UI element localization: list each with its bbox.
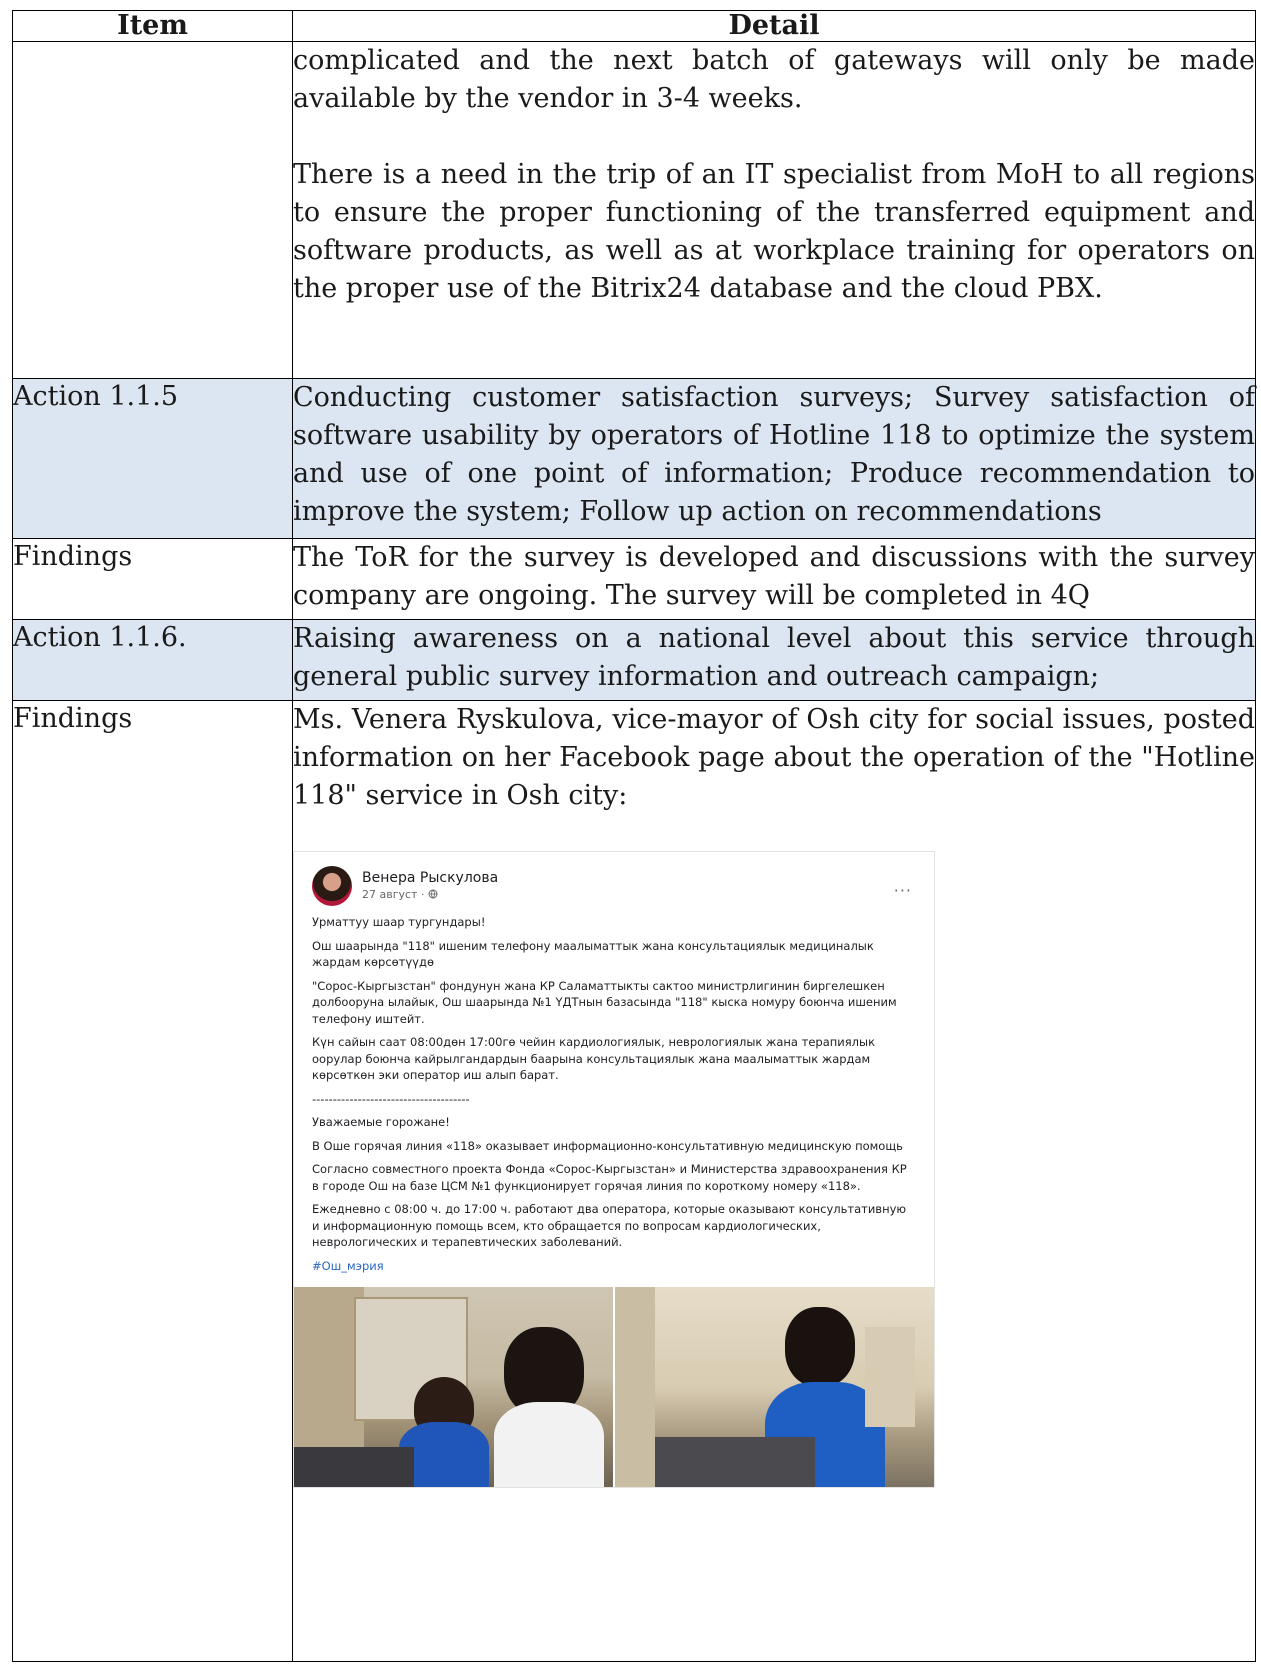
post-paragraph: Ош шаарында "118" ишеним телефону маалыматтык жана консультациялык медициналык жардам көрсөтүүдө [312,938,874,969]
globe-icon [428,889,438,899]
post-date-text: 27 август · [362,888,428,901]
post-header [294,852,934,910]
post-photo-operator [615,1287,934,1487]
header-detail: Detail [293,11,1256,42]
post-paragraph: "Сорос-Кыргызстан" фондунун жана КР Саламаттыкты сактоо министрлигинин биргелешкен долбооруна ылайык, Ош шаарында №1 ҮДТнын базасында "118" кыска номуру боюнча ишеним телефону иштейт. [312,978,897,1026]
row-item-cell: Findings [13,539,293,620]
table-header-row [13,11,1256,42]
post-photos [294,1287,934,1487]
post-paragraph: В Оше горячая линия «118» оказывает информационно-консультативную медицинскую помощь [312,1138,903,1153]
post-paragraph: Күн сайын саат 08:00дөн 17:00гө чейин кардиологиялык, неврологиялык жана терапиялык оорулар боюнча кайрылгандардын баарына консультациялык жана маалыматтык жардам көрсөткөн эки оператор иш алып барат. [312,1035,876,1082]
post-author: Венера Рыскулова [362,870,499,886]
row-detail-cell [293,701,1256,1662]
post-hashtag: #Ош_мэрия [312,1258,384,1273]
detail-paragraph: Ms. Venera Ryskulova, vice-mayor of Osh city for social issues, posted information on her Facebook page about the operation of the "Hotline 118" service in Osh city: [293,704,1255,811]
post-paragraph: Согласно совместного проекта Фонда «Сорос-Кыргызстан» и Министерства здравоохранения КР в городе Ош на базе ЦСМ №1 функционирует горячая линия по короткому номеру «118». [312,1162,907,1193]
post-paragraph: Урматтуу шаар тургундары! [312,915,486,929]
post-photo-operators [294,1287,613,1487]
row-item-cell: Findings [13,701,293,1662]
table-row [13,42,1256,379]
detail-paragraph: complicated and the next batch of gateways will only be made available by the vendor in 3-4 weeks. [293,45,1255,114]
table-row [13,620,1256,701]
row-detail-cell [293,42,1256,379]
row-item-cell: Action 1.1.6. [13,620,293,701]
post-separator: -------------------------------------- [312,1091,470,1106]
detail-paragraph: There is a need in the trip of an IT specialist from MoH to all regions to ensure the proper functioning of the transferred equipment and software products, as well as at workplace training for operators on the proper use of the Bitrix24 database and the cloud PBX. [293,159,1255,304]
table-row [13,539,1256,620]
more-options-icon: ··· [893,881,912,900]
post-date [362,887,498,903]
row-detail-cell: The ToR for the survey is developed and discussions with the survey company are ongoing. The survey will be completed in 4Q [293,539,1256,620]
row-item-cell [13,42,293,379]
header-item: Item [13,11,293,42]
facebook-post-screenshot [293,851,935,1488]
post-paragraph: Уважаемые горожане! [312,1115,450,1129]
report-table [12,10,1256,1662]
row-detail-cell: Conducting customer satisfaction surveys; Survey satisfaction of software usability by operators of Hotline 118 to optimize the system and use of one point of information; Produce recommendation to improve the system; Follow up action on recommendations [293,379,1256,539]
row-detail-cell: Raising awareness on a national level about this service through general public survey information and outreach campaign; [293,620,1256,701]
table-row [13,701,1256,1662]
post-body [294,910,934,1287]
post-paragraph: Ежедневно с 08:00 ч. до 17:00 ч. работают два оператора, которые оказывают консультативную и информационную помощь всем, кто обращается по вопросам кардиологических, неврологических и терапевтических заболеваний. [312,1202,907,1249]
row-item-cell: Action 1.1.5 [13,379,293,539]
avatar [312,866,352,906]
table-row [13,379,1256,539]
